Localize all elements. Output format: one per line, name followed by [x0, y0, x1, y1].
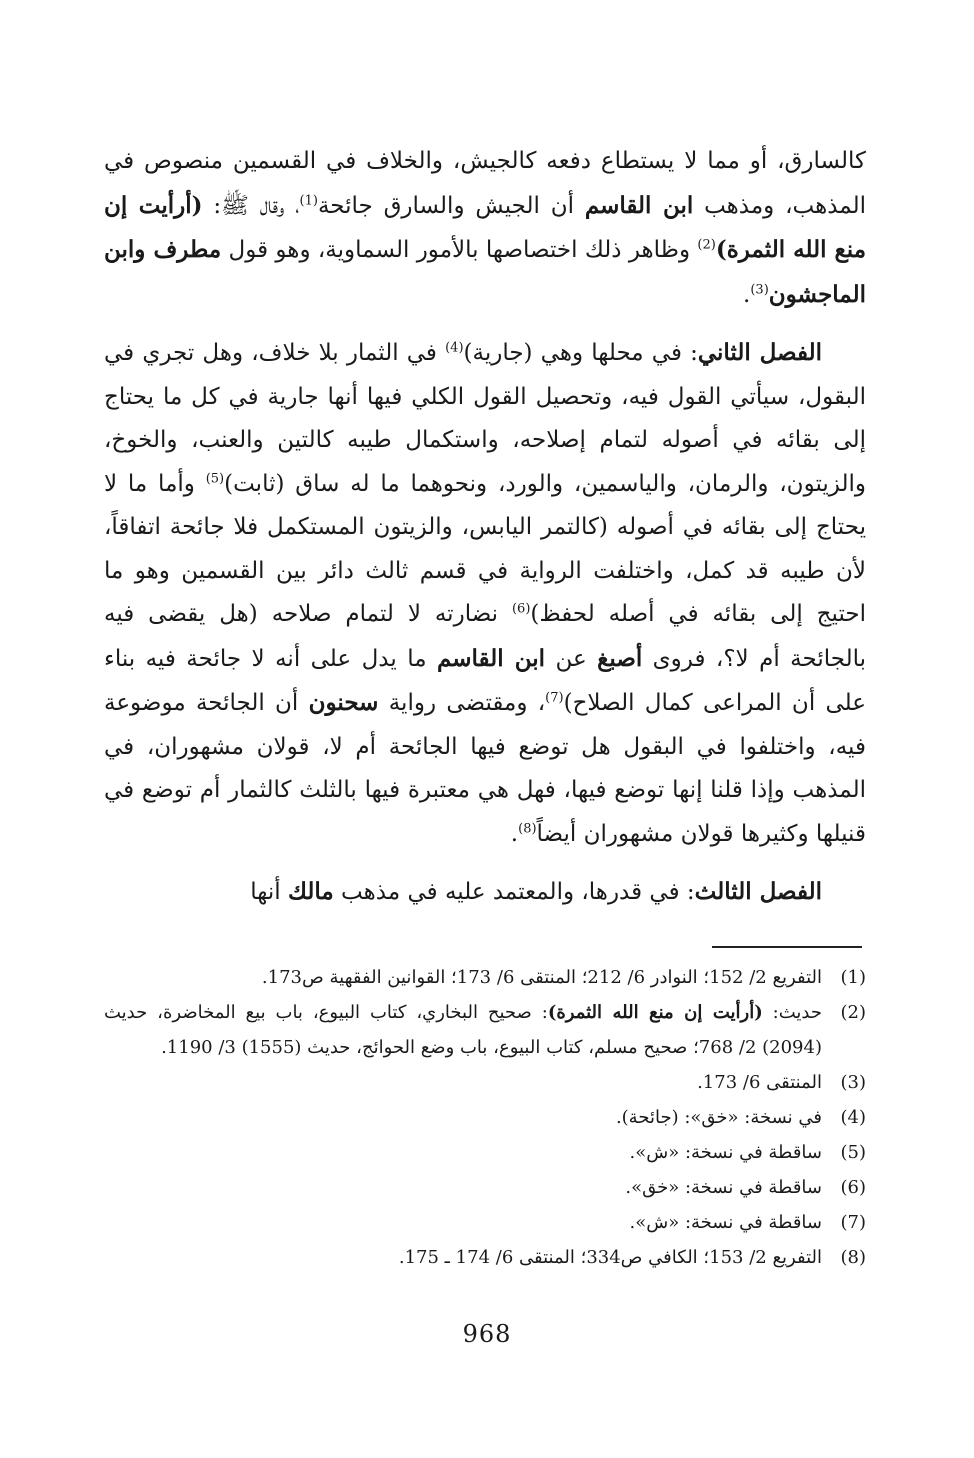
text-run: أن الجائحة موضوعة فيه، واختلفوا في البقول هل توضع فيها الجائحة أم لا، قولان مشهوران، في المذهب وإذا قلنا إنها توضع فيها، فهل هي معتبرة فيها بالثلث كالثمار أم توضع في قنيلها وكثيرها قولان مشهوران أيضاً: [104, 690, 866, 847]
footnotes: [104, 960, 866, 1275]
footnote-text: التفريع 2/ 153؛ الكافي ص334؛ المنتقى 6/ 174 ـ 175.: [398, 1247, 822, 1268]
footnote-number: (7): [840, 1212, 866, 1233]
paragraph-2: [104, 331, 866, 856]
footnote-text: المنتقى 6/ 173.: [697, 1072, 822, 1093]
bold-hadith: (أرأيت إن منع الله الثمرة): [547, 1002, 763, 1023]
footnote-4: [104, 1100, 866, 1135]
footnote-6: [104, 1170, 866, 1205]
text-run: .: [510, 820, 519, 847]
text-run: .: [743, 281, 751, 308]
text-run: أن الجيش والسارق جائحة: [317, 192, 585, 219]
bold-name: سحنون: [308, 689, 379, 716]
footnote-number: (3): [840, 1072, 866, 1093]
footnote-text: ساقطة في نسخة: «خق».: [625, 1177, 822, 1198]
text-run: في الثمار بلا خلاف، وهل تجري في البقول، سيأتي القول فيه، وتحصيل القول الكلي فيها أنها جارية في كل ما يحتاج إلى بقائه في أصوله لتمام إصلاحه، واستكمال طيبه كالتين والعنب، والخوخ، والزيتون، والرمان، والياسمين، والورد، ونحوهما ما له ساق (ثابت): [104, 340, 866, 497]
bold-name: مالك: [288, 878, 334, 905]
paragraph-1: [104, 140, 866, 317]
footnote-number: (1): [840, 967, 866, 988]
bold-name: أصبغ: [597, 644, 643, 672]
text-run: ، ومقتضى رواية: [378, 690, 546, 716]
footnote-text: ساقطة في نسخة: «ش».: [629, 1212, 822, 1233]
footnote-5: [104, 1135, 866, 1170]
text-run: كالسارق، أو مما لا يستطاع دفعه كالجيش، والخلاف في القسمين منصوص في المذهب، ومذهب: [104, 148, 867, 219]
footnote-ref[interactable]: (4): [445, 340, 464, 356]
text-run: أنها: [250, 879, 288, 905]
bold-name: ابن القاسم: [436, 644, 546, 672]
text-run: نضارته لا لتمام صلاحه (هل يقضى فيه بالجائحة أم لا؟، فروى: [104, 601, 867, 672]
footnote-number: (5): [840, 1142, 866, 1163]
section-heading: الفصل الثالث: [694, 878, 822, 905]
bold-name: ابن القاسم: [584, 191, 694, 219]
footnote-text: في نسخة: «خق»: (جائحة).: [615, 1107, 822, 1128]
body-text: [104, 140, 866, 915]
footnote-text: ساقطة في نسخة: «ش».: [629, 1142, 822, 1163]
text-run: ما يدل على أنه لا جائحة فيه بناء على أن المراعى كمال الصلاح): [104, 645, 866, 716]
footnote-number: (4): [840, 1107, 866, 1128]
footnote-ref[interactable]: (5): [205, 470, 225, 486]
text-run: وظاهر ذلك اختصاصها بالأمور السماوية، وهو قول: [221, 237, 698, 263]
footnote-1: [104, 960, 866, 995]
footnote-separator: [712, 946, 862, 948]
bold-hadith: (أرأيت إن منع الله الثمرة): [104, 191, 867, 263]
footnote-number: (2): [840, 1002, 866, 1023]
footnote-ref[interactable]: (8): [518, 820, 537, 836]
footnote-7: [104, 1205, 866, 1240]
footnote-ref[interactable]: (1): [299, 192, 318, 208]
footnote-number: (6): [840, 1177, 866, 1198]
footnote-text: [104, 995, 822, 1065]
text-run: ، وقال ﷺ:: [202, 192, 300, 219]
footnote-text: التفريع 2/ 152؛ النوادر 6/ 212؛ المنتقى 6/ 173؛ القوانين الفقهية ص173.: [261, 967, 822, 988]
footnote-8: [104, 1240, 866, 1275]
footnote-ref[interactable]: (7): [545, 690, 564, 706]
text-run: : في محلها وهي (جارية): [463, 340, 698, 366]
text-run: عن: [545, 645, 598, 672]
paragraph-3: [104, 870, 866, 915]
text-run: : صحيح البخاري، كتاب البيوع، باب بيع المخاضرة، حديث (2094) 2/ 768؛ صحيح مسلم، كتاب البيوع، باب وضع الحوائج، حديث (1555) 3/ 1190.: [104, 1002, 822, 1058]
footnote-2: [104, 995, 866, 1065]
text-run: : في قدرها، والمعتمد عليه في مذهب: [333, 879, 695, 905]
footnote-number: (8): [840, 1247, 866, 1268]
text-run: حديث:: [762, 1002, 822, 1023]
footnote-ref[interactable]: (6): [511, 601, 531, 617]
footnote-ref[interactable]: (3): [750, 281, 769, 297]
text-run: وأما ما لا يحتاج إلى بقائه في أصوله (كالتمر اليابس، والزيتون المستكمل فلا جائحة اتفاقاً، لأن طيبه قد كمل، واختلفت الرواية في قسم ثالث دائر بين القسمين وهو ما احتيج إلى بقائه في أصله لحفظ): [104, 470, 866, 627]
bold-name: مطرف وابن الماجشون: [104, 236, 866, 308]
main-text: [104, 140, 866, 915]
section-heading: الفصل الثاني: [697, 339, 823, 366]
footnote-3: [104, 1065, 866, 1100]
page-number: 968: [462, 1320, 512, 1348]
footnote-ref[interactable]: (2): [697, 237, 716, 253]
